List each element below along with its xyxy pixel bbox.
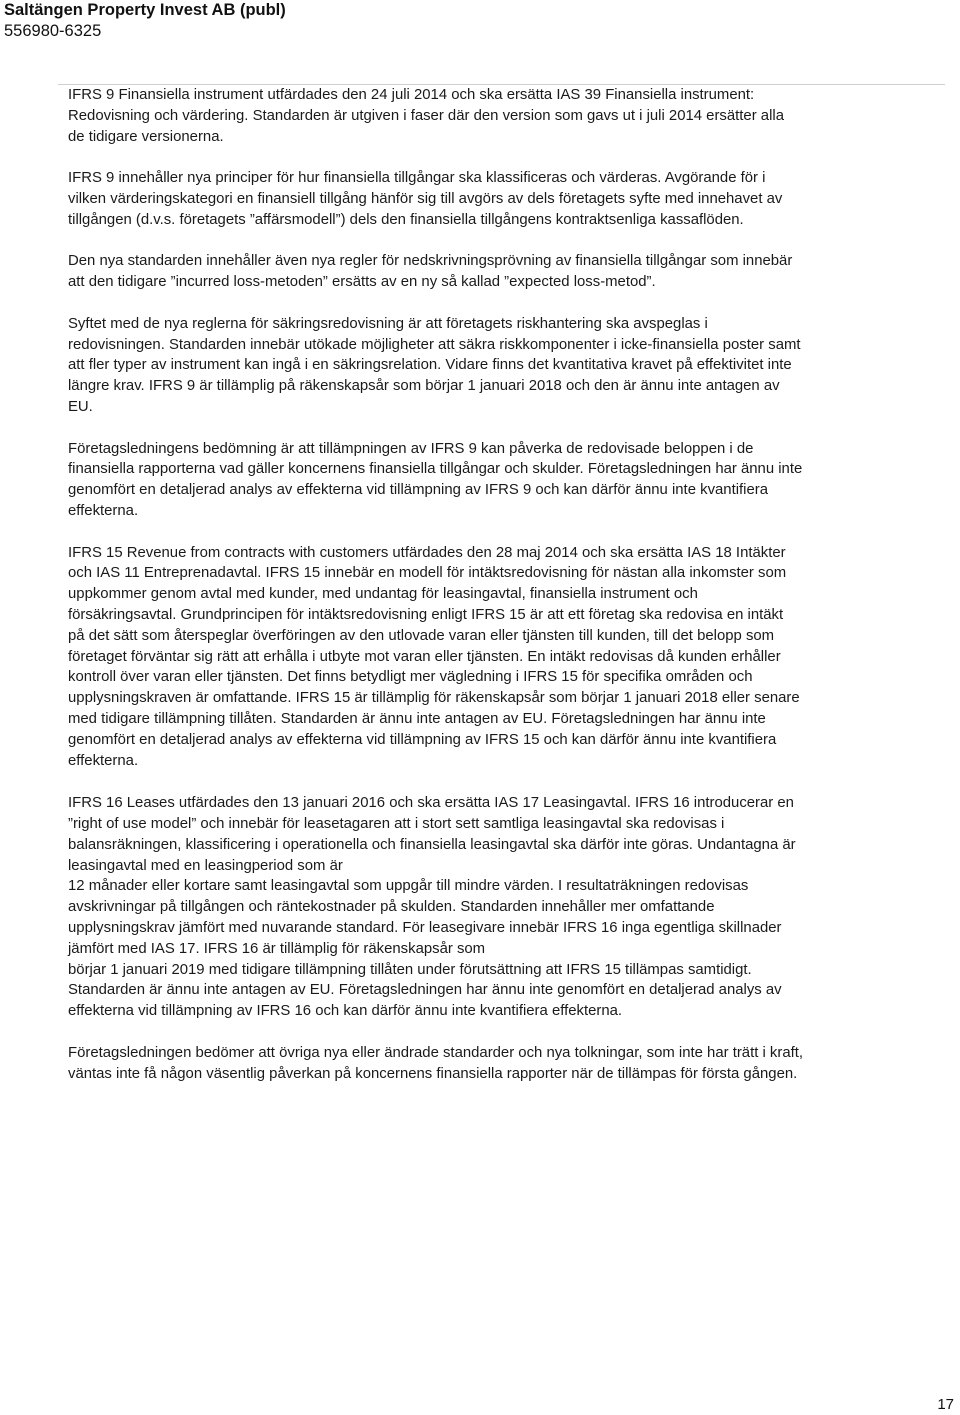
- text-line: balansräkningen, klassificering i operationella och finansiella leasingavtal ska därför inte göras. Undantagna är: [68, 836, 796, 853]
- text-line: effekterna.: [68, 752, 139, 769]
- text-line: med tidigare tillämpning tillåten. Standarden är ännu inte antagen av EU. Företagsledningen har ännu inte: [68, 710, 766, 727]
- paragraph: [68, 85, 918, 147]
- page-number: 17: [937, 1396, 954, 1413]
- text-line: Syftet med de nya reglerna för säkringsredovisning är att företagets riskhantering ska avspeglas i: [68, 315, 708, 332]
- text-line: finansiella rapporterna vad gäller koncernens finansiella tillgångar och skulder. Företagsledningen har ännu inte: [68, 461, 803, 478]
- text-line: jämfört med IAS 17. IFRS 16 är tillämplig för räkenskapsår som: [68, 940, 486, 957]
- text-line: effekterna.: [68, 502, 139, 519]
- text-line: effekterna vid tillämpning av IFRS 16 och kan därför ännu inte kvantifiera effekterna.: [68, 1003, 623, 1020]
- text-line: genomfört en detaljerad analys av effekterna vid tillämpning av IFRS 15 och kan därför ännu inte kvantifiera: [68, 731, 777, 748]
- document-body: [68, 85, 918, 1105]
- text-line: börjar 1 januari 2019 med tidigare tillämpning tillåten under förutsättning att IFRS 15 tillämpas samtidigt.: [68, 961, 752, 978]
- paragraph: [68, 439, 918, 522]
- text-line: och IAS 11 Entreprenadavtal. IFRS 15 innebär en modell för intäktsredovisning för nästan alla inkomster som: [68, 565, 787, 582]
- text-line: Företagsledningens bedömning är att tillämpningen av IFRS 9 kan påverka de redovisade beloppen i de: [68, 440, 754, 457]
- text-line: redovisningen. Standarden innebär utökade möjligheter att säkra riskkomponenter i icke-finansiella poster samt: [68, 336, 801, 353]
- text-line: på det sätt som återspeglar överföringen av den utlovade varan eller tjänsten till kunden, till det belopp som: [68, 627, 775, 644]
- text-line: upplysningskraven är omfattande. IFRS 15 är tillämplig för räkenskapsår som börjar 1 januari 2018 eller senare: [68, 690, 800, 707]
- text-line: företaget förväntar sig rätt att erhålla i utbyte mot varan eller tjänsten. En intäkt redovisas då kunden erhåller: [68, 648, 781, 665]
- text-line: Standarden är ännu inte antagen av EU. Företagsledningen har ännu inte genomfört en detaljerad analys av: [68, 982, 782, 999]
- text-line: genomfört en detaljerad analys av effekterna vid tillämpning av IFRS 9 och kan därför ännu inte kvantifiera: [68, 482, 768, 499]
- paragraph: [68, 314, 918, 418]
- text-line: IFRS 16 Leases utfärdades den 13 januari 2016 och ska ersätta IAS 17 Leasingavtal. IFRS 16 introducerar en: [68, 795, 794, 812]
- document-header: [4, 0, 286, 42]
- paragraph: [68, 543, 918, 772]
- paragraph: [68, 793, 918, 1022]
- text-line: IFRS 9 Finansiella instrument utfärdades den 24 juli 2014 och ska ersätta IAS 39 Finansiella instrument:: [68, 87, 755, 103]
- paragraph: [68, 168, 918, 230]
- text-line: att fler typer av instrument kan ingå i en säkringsrelation. Vidare finns det kvantitativa kravet på effektivitet inte: [68, 357, 792, 374]
- text-line: väntas inte få någon väsentlig påverkan på koncernens finansiella rapporter när de tillämpas för första gången.: [68, 1065, 798, 1082]
- text-line: tillgången (d.v.s. företagets ”affärsmodell”) dels den finansiella tillgångens kontraktsenliga kassaflöden.: [68, 211, 744, 228]
- text-line: ”right of use model” och innebär för leasetagaren att i stort sett samtliga leasingavtal ska redovisas i: [68, 816, 725, 833]
- paragraph: [68, 251, 918, 293]
- text-line: Redovisning och värdering. Standarden är utgiven i faser där den version som gavs ut i juli 2014 ersätter alla: [68, 107, 784, 124]
- text-line: längre krav. IFRS 9 är tillämplig på räkenskapsår som börjar 1 januari 2018 och den är ännu inte antagen av: [68, 378, 780, 395]
- paragraph: [68, 1043, 918, 1085]
- text-line: Företagsledningen bedömer att övriga nya eller ändrade standarder och nya tolkningar, som inte har trätt i kraft,: [68, 1044, 804, 1061]
- text-line: kontroll över varan eller tjänsten. Det finns betydligt mer vägledning i IFRS 15 för specifika områden och: [68, 669, 753, 686]
- text-line: IFRS 15 Revenue from contracts with customers utfärdades den 28 maj 2014 och ska ersätta IAS 18 Intäkter: [68, 544, 786, 561]
- text-line: IFRS 9 innehåller nya principer för hur finansiella tillgångar ska klassificeras och värderas. Avgörande för i: [68, 170, 766, 187]
- text-line: försäkringsavtal. Grundprincipen för intäktsredovisning enligt IFRS 15 är att ett företag ska redovisa en intäkt: [68, 606, 784, 623]
- text-line: 12 månader eller kortare samt leasingavtal som uppgår till mindre värden. I resultaträkningen redovisas: [68, 878, 749, 895]
- text-line: avskrivningar på tillgången och räntekostnader på skulden. Standarden innehåller mer omfattande: [68, 899, 715, 916]
- text-line: de tidigare versionerna.: [68, 128, 224, 145]
- text-line: upplysningskrav jämfört med nuvarande standard. För leasegivare innebär IFRS 16 inga egentliga skillnader: [68, 920, 782, 937]
- text-line: vilken värderingskategori en finansiell tillgång hänför sig till avgörs av dels företagets syfte med innehavet av: [68, 190, 783, 207]
- company-name: Saltängen Property Invest AB (publ): [4, 1, 286, 19]
- text-line: uppkommer genom avtal med kunder, med undantag för leasingavtal, finansiella instrument och: [68, 586, 698, 603]
- text-line: EU.: [68, 398, 93, 415]
- org-number: 556980-6325: [4, 22, 102, 40]
- text-line: leasingavtal med en leasingperiod som är: [68, 857, 343, 874]
- text-line: Den nya standarden innehåller även nya regler för nedskrivningsprövning av finansiella tillgångar som innebär: [68, 253, 793, 270]
- text-line: att den tidigare ”incurred loss-metoden” ersätts av en ny så kallad ”expected loss-metod”.: [68, 274, 656, 291]
